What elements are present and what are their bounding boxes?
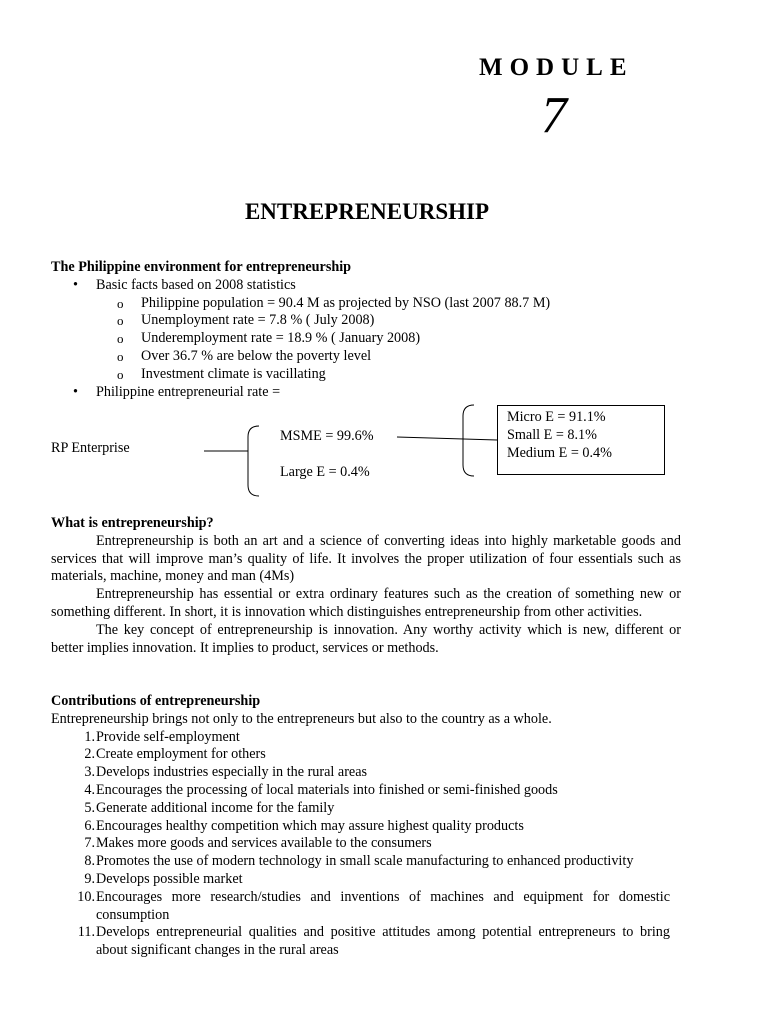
section-heading-what-is: What is entrepreneurship?: [51, 515, 214, 531]
module-number: 7: [541, 87, 567, 144]
list-item: [51, 835, 681, 853]
list-item-text: Create employment for others: [96, 746, 266, 763]
diagram-msme-label: MSME = 99.6%: [280, 428, 374, 444]
section-contributions: [51, 693, 681, 960]
paragraph: Entrepreneurship is both an art and a science of converting ideas into highly marketable goods and services that will improve man’s quality of life. It involves the proper utilization of four essentials such as materials, machine, money and man (4Ms): [51, 532, 681, 585]
section-heading-environment: The Philippine environment for entrepreneurship: [51, 259, 352, 275]
list-number: 10.: [77, 888, 95, 905]
section-intro: Entrepreneurship brings not only to the entrepreneurs but also to the country as a whole.: [51, 710, 552, 727]
list-number: 7.: [84, 835, 95, 852]
list-item-text: Encourages the processing of local materials into finished or semi-finished goods: [96, 781, 558, 798]
circle-bullet-icon: o: [117, 366, 124, 382]
left-bracket: [248, 426, 259, 496]
list-number: 3.: [84, 764, 95, 781]
diagram-msme-breakdown-box: [497, 405, 665, 475]
list-item-text: Generate additional income for the family: [96, 799, 335, 816]
sub-list-text: Investment climate is vacillating: [141, 365, 326, 382]
list-number: 4.: [84, 781, 95, 798]
circle-bullet-icon: o: [117, 295, 124, 311]
module-label: MODULE: [479, 54, 634, 81]
paragraph: The key concept of entrepreneurship is innovation. Any worthy activity which is new, different or better implies innovation. It implies to product, services or methods.: [51, 621, 681, 656]
list-number: 11.: [77, 924, 95, 941]
list-number: 1.: [84, 728, 95, 745]
list-item: [51, 871, 681, 889]
section-heading-contributions: Contributions of entrepreneurship: [51, 693, 261, 709]
list-item-text: Provide self-employment: [96, 728, 240, 745]
diagram-root-label: RP Enterprise: [51, 440, 130, 456]
circle-bullet-icon: o: [117, 313, 124, 329]
list-item-text: Encourages healthy competition which may assure highest quality products: [96, 817, 524, 834]
bullet-icon: •: [73, 276, 78, 293]
list-item: [51, 889, 681, 925]
list-item: [51, 800, 681, 818]
bullet-text: Philippine entrepreneurial rate =: [96, 383, 281, 400]
list-item-text: Promotes the use of modern technology in small scale manufacturing to enhanced productivity: [96, 853, 634, 870]
list-item: [51, 853, 681, 871]
right-bracket: [463, 405, 474, 476]
list-item: [51, 746, 681, 764]
page-title: ENTREPRENEURSHIP: [244, 199, 490, 224]
diagram-micro-label: Micro E = 91.1%: [507, 409, 606, 425]
list-item: [51, 782, 681, 800]
circle-bullet-icon: o: [117, 331, 124, 347]
list-item-text: Encourages more research/studies and inventions of machines and equipment for domestic consumption: [96, 888, 670, 923]
list-item: [51, 729, 681, 747]
sub-list-text: Over 36.7 % are below the poverty level: [141, 347, 372, 364]
sub-list-text: Underemployment rate = 18.9 % ( January 2008): [141, 330, 421, 347]
paragraph: Entrepreneurship has essential or extra ordinary features such as the creation of something new or something different. In short, it is innovation which distinguishes entrepreneurship from other activities.: [51, 586, 681, 620]
diagram-large-label: Large E = 0.4%: [280, 464, 370, 480]
list-number: 8.: [84, 853, 95, 870]
connector-line: [397, 437, 497, 440]
diagram-medium-label: Medium E = 0.4%: [507, 444, 612, 461]
list-item-text: Develops entrepreneurial qualities and positive attitudes among potential entrepreneurs to bring about significant changes in the rural areas: [96, 924, 670, 959]
list-item-text: Develops possible market: [96, 870, 243, 887]
list-item-text: Develops industries especially in the rural areas: [96, 764, 368, 781]
list-item: [51, 818, 681, 836]
sub-list-text: Philippine population = 90.4 M as projected by NSO (last 2007 88.7 M): [141, 294, 551, 311]
bullet-icon: •: [73, 383, 78, 400]
list-number: 2.: [84, 746, 95, 763]
diagram-small-label: Small E = 8.1%: [507, 426, 597, 443]
list-item-text: Makes more goods and services available to the consumers: [96, 835, 432, 852]
circle-bullet-icon: o: [117, 348, 124, 364]
bullet-text: Basic facts based on 2008 statistics: [96, 276, 296, 293]
sub-list-text: Unemployment rate = 7.8 % ( July 2008): [141, 312, 375, 329]
list-item: [51, 924, 681, 960]
list-number: 6.: [84, 817, 95, 834]
list-number: 5.: [84, 799, 95, 816]
list-number: 9.: [84, 870, 95, 887]
list-item: [51, 764, 681, 782]
section-what-is: [51, 515, 681, 657]
